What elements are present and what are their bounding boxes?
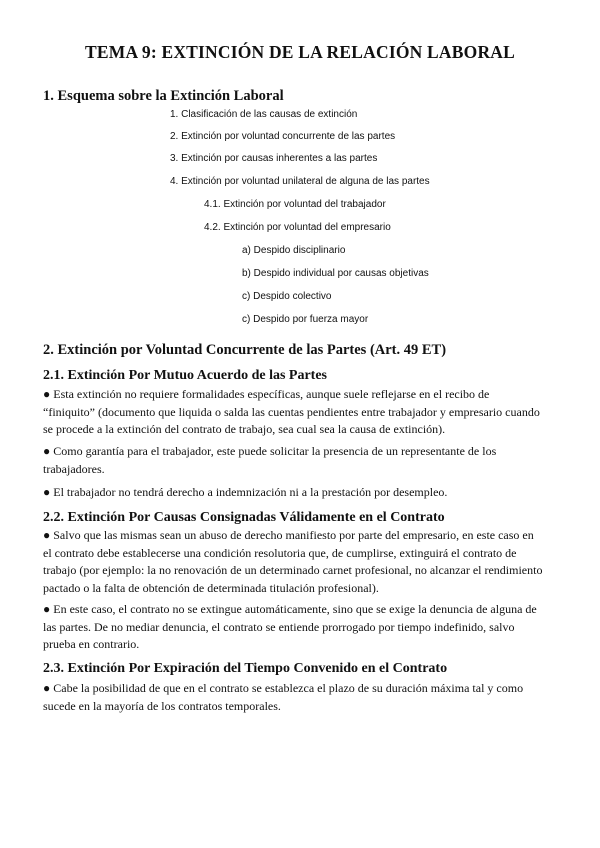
- page-title: TEMA 9: EXTINCIÓN DE LA RELACIÓN LABORAL: [84, 42, 515, 62]
- outline-item: c) Despido por fuerza mayor: [242, 314, 369, 325]
- paragraph: ● Como garantía para el trabajador, este puede solicitar la presencia de un representante de los trabajadores.: [43, 444, 497, 476]
- outline-item: 4.2. Extinción por voluntad del empresario: [204, 222, 391, 233]
- section-2-heading: 2. Extinción por Voluntad Concurrente de las Partes (Art. 49 ET): [43, 342, 447, 358]
- outline-item: 4.1. Extinción por voluntad del trabajador: [204, 199, 386, 210]
- section-1-heading: 1. Esquema sobre la Extinción Laboral: [43, 88, 284, 104]
- paragraph: ● Salvo que las mismas sean un abuso de derecho manifiesto por parte del empresario, en este caso en el contrato debe establecerse una condición resolutoria que, de cumplirse, extinguirá el contrato de trabajo (por ejemplo: la no renovación de un determinado carnet profesional, no alcanzar el rendimiento pactado o la falta de obtención de determinada titulación profesional).: [43, 528, 543, 595]
- outline-item: c) Despido colectivo: [242, 291, 332, 302]
- subsection-2-1-heading: 2.1. Extinción Por Mutuo Acuerdo de las Partes: [43, 368, 328, 383]
- subsection-2-2-heading: 2.2. Extinción Por Causas Consignadas Válidamente en el Contrato: [43, 510, 445, 525]
- subsection-2-3-heading: 2.3. Extinción Por Expiración del Tiempo Convenido en el Contrato: [43, 661, 448, 676]
- outline-item: b) Despido individual por causas objetivas: [242, 268, 429, 279]
- outline-item: 1. Clasificación de las causas de extinción: [170, 109, 358, 120]
- outline-item: 4. Extinción por voluntad unilateral de alguna de las partes: [170, 176, 430, 187]
- paragraph: ● Esta extinción no requiere formalidades específicas, aunque suele reflejarse en el recibo de “finiquito” (documento que liquida o salda las cuentas pendientes entre trabajador y empresario cuando se procede a la extinción del contrato de trabajo, sea cual sea la causa de extinción).: [43, 387, 540, 436]
- outline-item: 2. Extinción por voluntad concurrente de las partes: [170, 131, 396, 142]
- outline-item: a) Despido disciplinario: [242, 245, 346, 256]
- outline-item: 3. Extinción por causas inherentes a las partes: [170, 153, 378, 164]
- paragraph: ● En este caso, el contrato no se extingue automáticamente, sino que se exige la denuncia de alguna de las partes. De no mediar denuncia, el contrato se entiende prorrogado por tiempo indefinido, salvo prueba en contrario.: [43, 602, 537, 651]
- paragraph: ● Cabe la posibilidad de que en el contrato se establezca el plazo de su duración máxima tal y como sucede en la mayoría de los contratos temporales.: [43, 681, 524, 713]
- paragraph: ● El trabajador no tendrá derecho a indemnización ni a la prestación por desempleo.: [43, 485, 448, 499]
